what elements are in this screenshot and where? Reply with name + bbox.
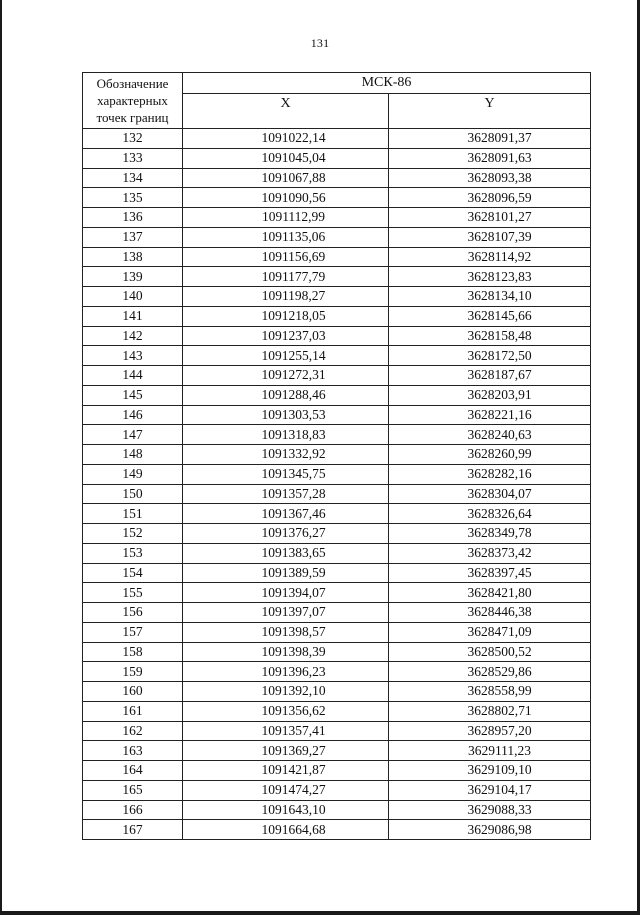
point-id-cell: 137	[83, 227, 183, 247]
x-coordinate-cell: 1091156,69	[183, 247, 389, 267]
x-coordinate-cell: 1091389,59	[183, 563, 389, 583]
table-row	[83, 504, 591, 524]
point-id-cell: 145	[83, 385, 183, 405]
table-body	[83, 129, 591, 840]
page-number: 131	[310, 36, 330, 50]
table-row	[83, 425, 591, 445]
table-row	[83, 524, 591, 544]
table-row	[83, 385, 591, 405]
y-coordinate-cell: 3628260,99	[389, 445, 591, 465]
x-coordinate-cell: 1091022,14	[183, 129, 389, 149]
point-id-cell: 158	[83, 642, 183, 662]
table-row	[83, 603, 591, 623]
y-coordinate-cell: 3628802,71	[389, 701, 591, 721]
x-coordinate-cell: 1091367,46	[183, 504, 389, 524]
table-row	[83, 168, 591, 188]
x-coordinate-cell: 1091067,88	[183, 168, 389, 188]
point-id-cell: 161	[83, 701, 183, 721]
x-coordinate-cell: 1091090,56	[183, 188, 389, 208]
y-coordinate-cell: 3628145,66	[389, 306, 591, 326]
y-coordinate-cell: 3628091,37	[389, 129, 591, 149]
point-id-cell: 160	[83, 682, 183, 702]
point-id-cell: 155	[83, 583, 183, 603]
point-id-cell: 150	[83, 484, 183, 504]
point-id-cell: 141	[83, 306, 183, 326]
table-row	[83, 267, 591, 287]
table-row	[83, 188, 591, 208]
table-row	[83, 326, 591, 346]
table-row	[83, 682, 591, 702]
point-id-cell: 147	[83, 425, 183, 445]
x-coordinate-cell: 1091255,14	[183, 346, 389, 366]
x-coordinate-cell: 1091045,04	[183, 148, 389, 168]
table-row	[83, 780, 591, 800]
table-row	[83, 306, 591, 326]
point-id-cell: 138	[83, 247, 183, 267]
y-coordinate-cell: 3629086,98	[389, 820, 591, 840]
x-coordinate-cell: 1091332,92	[183, 445, 389, 465]
point-id-cell: 162	[83, 721, 183, 741]
x-coordinate-cell: 1091398,57	[183, 622, 389, 642]
y-coordinate-cell: 3628101,27	[389, 208, 591, 228]
point-id-cell: 165	[83, 780, 183, 800]
point-id-cell: 139	[83, 267, 183, 287]
x-coordinate-cell: 1091357,41	[183, 721, 389, 741]
y-coordinate-cell: 3628093,38	[389, 168, 591, 188]
y-coordinate-cell: 3628529,86	[389, 662, 591, 682]
x-coordinate-cell: 1091198,27	[183, 287, 389, 307]
x-coordinate-cell: 1091664,68	[183, 820, 389, 840]
y-coordinate-cell: 3629111,23	[389, 741, 591, 761]
table-row	[83, 721, 591, 741]
y-coordinate-cell: 3628114,92	[389, 247, 591, 267]
x-coordinate-cell: 1091376,27	[183, 524, 389, 544]
x-coordinate-cell: 1091369,27	[183, 741, 389, 761]
y-column-header: Y	[389, 94, 591, 129]
y-coordinate-cell: 3628187,67	[389, 366, 591, 386]
table-row	[83, 563, 591, 583]
table-row	[83, 484, 591, 504]
x-coordinate-cell: 1091272,31	[183, 366, 389, 386]
table-row	[83, 464, 591, 484]
point-id-cell: 167	[83, 820, 183, 840]
x-coordinate-cell: 1091112,99	[183, 208, 389, 228]
point-id-cell: 132	[83, 129, 183, 149]
coordinate-system-header: МСК-86	[183, 73, 591, 94]
y-coordinate-cell: 3628240,63	[389, 425, 591, 445]
y-coordinate-cell: 3628203,91	[389, 385, 591, 405]
x-coordinate-cell: 1091398,39	[183, 642, 389, 662]
y-coordinate-cell: 3628134,10	[389, 287, 591, 307]
point-id-cell: 149	[83, 464, 183, 484]
table-row	[83, 287, 591, 307]
table-row	[83, 405, 591, 425]
x-coordinate-cell: 1091177,79	[183, 267, 389, 287]
y-coordinate-cell: 3628107,39	[389, 227, 591, 247]
point-id-cell: 156	[83, 603, 183, 623]
table-row	[83, 622, 591, 642]
point-id-cell: 133	[83, 148, 183, 168]
y-coordinate-cell: 3628446,38	[389, 603, 591, 623]
point-id-cell: 153	[83, 543, 183, 563]
table-row	[83, 247, 591, 267]
x-coordinate-cell: 1091474,27	[183, 780, 389, 800]
x-coordinate-cell: 1091135,06	[183, 227, 389, 247]
point-id-cell: 136	[83, 208, 183, 228]
point-id-cell: 148	[83, 445, 183, 465]
table-row	[83, 800, 591, 820]
point-id-cell: 152	[83, 524, 183, 544]
y-coordinate-cell: 3628282,16	[389, 464, 591, 484]
point-id-cell: 135	[83, 188, 183, 208]
x-coordinate-cell: 1091383,65	[183, 543, 389, 563]
x-coordinate-cell: 1091392,10	[183, 682, 389, 702]
y-coordinate-cell: 3628304,07	[389, 484, 591, 504]
point-id-cell: 166	[83, 800, 183, 820]
y-coordinate-cell: 3628957,20	[389, 721, 591, 741]
page-edge-bottom	[0, 911, 640, 915]
point-id-cell: 157	[83, 622, 183, 642]
point-id-cell: 154	[83, 563, 183, 583]
point-id-cell: 146	[83, 405, 183, 425]
x-coordinate-cell: 1091357,28	[183, 484, 389, 504]
table-row	[83, 346, 591, 366]
y-coordinate-cell: 3629088,33	[389, 800, 591, 820]
table-row	[83, 208, 591, 228]
table-row	[83, 820, 591, 840]
x-coordinate-cell: 1091237,03	[183, 326, 389, 346]
x-coordinate-cell: 1091643,10	[183, 800, 389, 820]
y-coordinate-cell: 3628558,99	[389, 682, 591, 702]
x-coordinate-cell: 1091356,62	[183, 701, 389, 721]
point-designation-header: Обозначение характерных точек границ	[83, 73, 183, 129]
table-row	[83, 148, 591, 168]
point-id-cell: 164	[83, 761, 183, 781]
y-coordinate-cell: 3628349,78	[389, 524, 591, 544]
y-coordinate-cell: 3628471,09	[389, 622, 591, 642]
x-coordinate-cell: 1091218,05	[183, 306, 389, 326]
table-row	[83, 227, 591, 247]
point-id-cell: 134	[83, 168, 183, 188]
table-row	[83, 583, 591, 603]
x-coordinate-cell: 1091303,53	[183, 405, 389, 425]
table-row	[83, 741, 591, 761]
y-coordinate-cell: 3628221,16	[389, 405, 591, 425]
point-id-cell: 163	[83, 741, 183, 761]
x-coordinate-cell: 1091318,83	[183, 425, 389, 445]
y-coordinate-cell: 3628096,59	[389, 188, 591, 208]
table-row	[83, 761, 591, 781]
table-row	[83, 129, 591, 149]
point-id-cell: 142	[83, 326, 183, 346]
y-coordinate-cell: 3628500,52	[389, 642, 591, 662]
y-coordinate-cell: 3629104,17	[389, 780, 591, 800]
y-coordinate-cell: 3628091,63	[389, 148, 591, 168]
point-id-cell: 159	[83, 662, 183, 682]
point-id-cell: 144	[83, 366, 183, 386]
x-coordinate-cell: 1091396,23	[183, 662, 389, 682]
point-id-cell: 140	[83, 287, 183, 307]
y-coordinate-cell: 3628326,64	[389, 504, 591, 524]
table-row	[83, 642, 591, 662]
page-edge-left	[0, 0, 2, 915]
y-coordinate-cell: 3628421,80	[389, 583, 591, 603]
x-coordinate-cell: 1091345,75	[183, 464, 389, 484]
table-row	[83, 701, 591, 721]
x-coordinate-cell: 1091421,87	[183, 761, 389, 781]
point-id-cell: 143	[83, 346, 183, 366]
y-coordinate-cell: 3629109,10	[389, 761, 591, 781]
y-coordinate-cell: 3628397,45	[389, 563, 591, 583]
table-row	[83, 662, 591, 682]
table-row	[83, 445, 591, 465]
x-coordinate-cell: 1091288,46	[183, 385, 389, 405]
table-row	[83, 366, 591, 386]
y-coordinate-cell: 3628373,42	[389, 543, 591, 563]
x-coordinate-cell: 1091394,07	[183, 583, 389, 603]
point-id-cell: 151	[83, 504, 183, 524]
table-row	[83, 543, 591, 563]
y-coordinate-cell: 3628158,48	[389, 326, 591, 346]
x-coordinate-cell: 1091397,07	[183, 603, 389, 623]
y-coordinate-cell: 3628172,50	[389, 346, 591, 366]
y-coordinate-cell: 3628123,83	[389, 267, 591, 287]
coordinates-table	[82, 72, 591, 840]
x-column-header: X	[183, 94, 389, 129]
